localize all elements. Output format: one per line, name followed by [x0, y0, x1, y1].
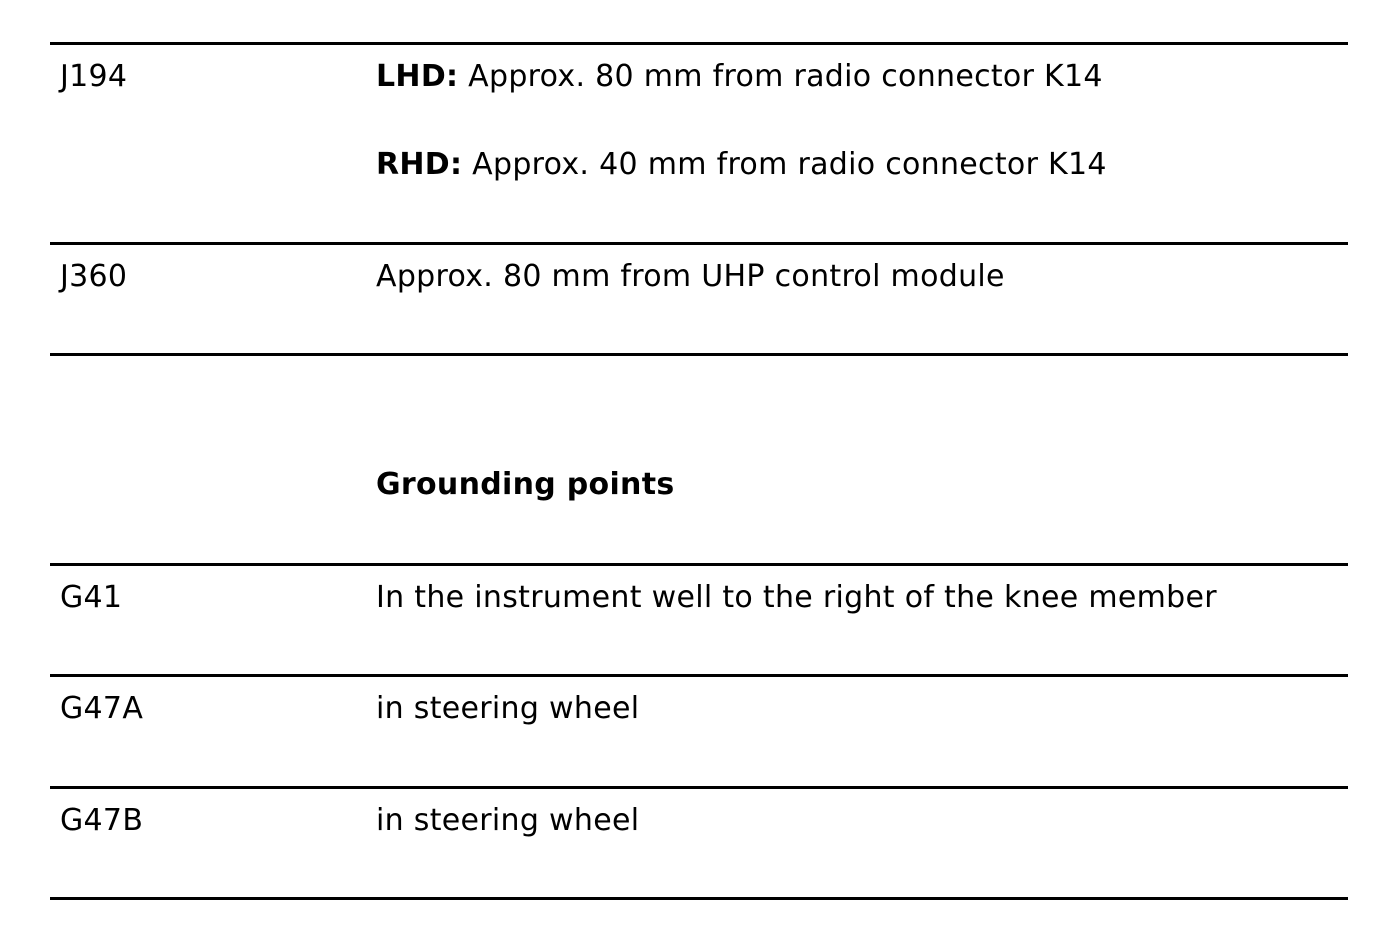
note-text: Approx. 40 mm from radio connector K14: [472, 147, 1107, 182]
location-note-lhd: [376, 59, 1103, 95]
table-divider: [50, 42, 1348, 45]
table-divider: [50, 242, 1348, 245]
table-divider: [50, 786, 1348, 789]
note-label: RHD:: [376, 147, 463, 182]
table-divider: [50, 563, 1348, 566]
section-heading: Grounding points: [376, 467, 675, 502]
ground-location: in steering wheel: [376, 803, 640, 838]
table-divider: [50, 897, 1348, 900]
ground-location: in steering wheel: [376, 691, 640, 726]
ground-location: In the instrument well to the right of the knee member: [376, 580, 1217, 615]
table-divider: [50, 674, 1348, 677]
component-code: J194: [60, 59, 128, 94]
note-label: LHD:: [376, 59, 459, 94]
location-text: Approx. 80 mm from UHP control module: [376, 259, 1005, 294]
component-code: J360: [60, 259, 128, 294]
ground-code: G47A: [60, 691, 144, 726]
ground-code: G47B: [60, 803, 144, 838]
location-note-rhd: [376, 147, 1107, 183]
table-divider: [50, 353, 1348, 356]
note-text: Approx. 80 mm from radio connector K14: [468, 59, 1103, 94]
ground-code: G41: [60, 580, 123, 615]
